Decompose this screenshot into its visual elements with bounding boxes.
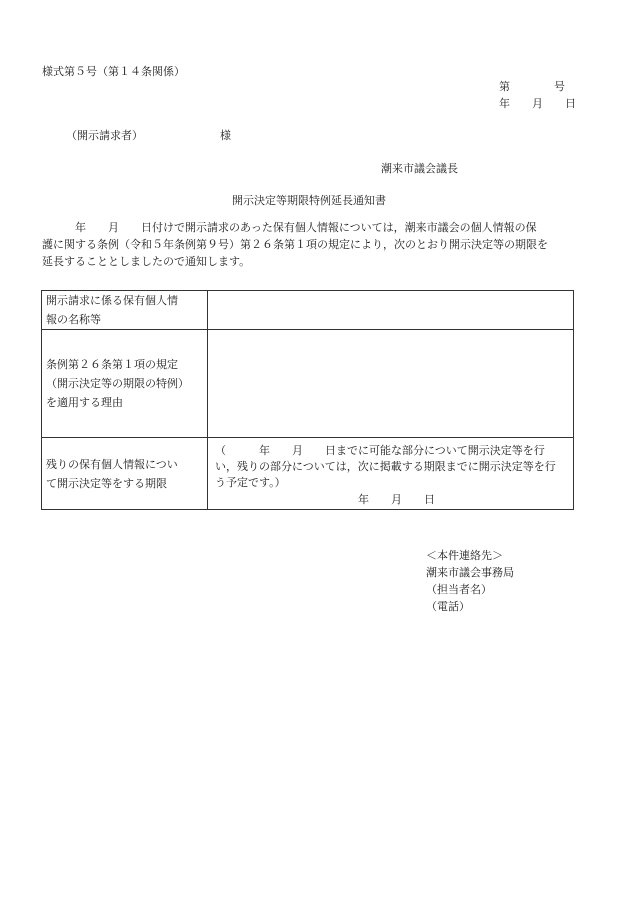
intro-line: 年 月 日付けで開示請求のあった保有個人情報については，潮来市議会の個人情報の保 [42,221,537,234]
info-name-field[interactable] [208,291,574,330]
deadline-text: （ 年 月 日までに可能な部分について開示決定等を行 い，残りの部分については，次に掲載する期限までに開示決定等を行 う予定です。） [215,444,556,489]
recipient-label: （開示請求者） [66,129,143,142]
reason-label: 条例第２６条第１項の規定 （開示決定等の期限の特例） を適用する理由 [42,330,208,438]
deadline-label: 残りの保有個人情報につい て開示決定等をする期限 [42,438,208,510]
contact-block [426,547,514,615]
contact-heading: ＜本件連絡先＞ [426,549,503,562]
contact-office: 潮来市議会事務局 [426,566,514,579]
deadline-date: 年 月 日 [358,493,435,506]
document-title: 開示決定等期限特例延長通知書 [232,194,386,207]
reason-field[interactable] [208,330,574,438]
contact-phone: （電話） [426,600,470,613]
intro-line: 延長することとしましたので通知します。 [42,255,251,268]
table-row [42,291,574,330]
extension-table [41,290,574,510]
recipient-honorific: 様 [220,129,231,142]
form-number: 様式第５号（第１４条関係） [42,65,185,78]
intro-paragraph [42,219,582,270]
table-row [42,438,574,510]
table-row [42,330,574,438]
deadline-field[interactable] [208,438,574,510]
sender-name: 潮来市議会議長 [381,162,458,175]
document-date: 年 月 日 [499,97,576,110]
document-number: 第 号 [499,80,565,93]
info-name-label: 開示請求に係る保有個人情 報の名称等 [42,291,208,330]
contact-person: （担当者名） [426,583,492,596]
intro-line: 護に関する条例（令和５年条例第９号）第２６条第１項の規定により，次のとおり開示決定等の期限を [42,238,548,251]
